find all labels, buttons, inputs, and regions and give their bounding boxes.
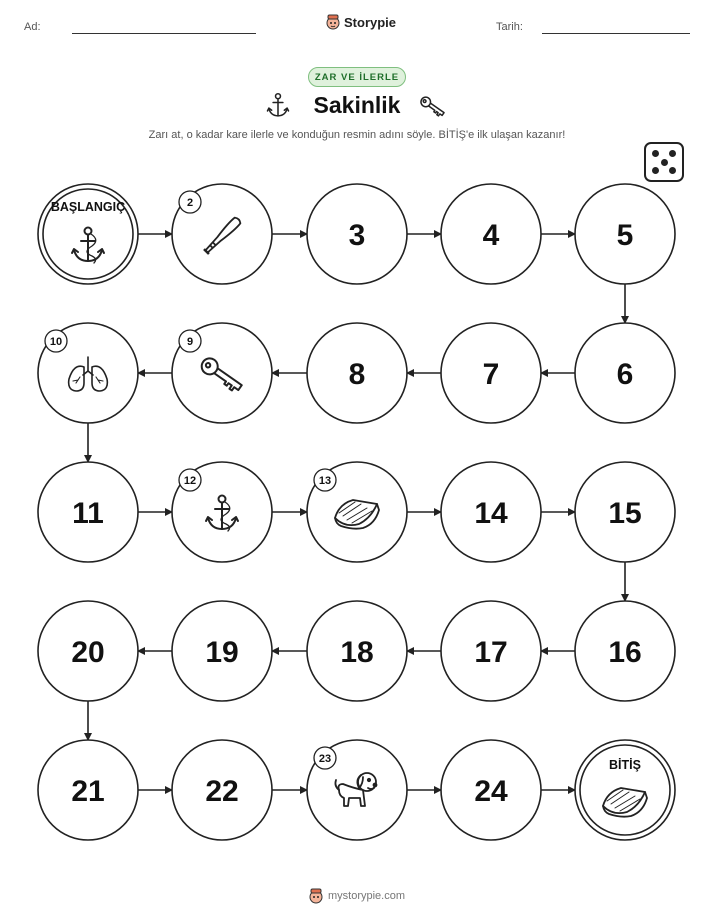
board-space — [172, 740, 272, 840]
board-space — [307, 323, 407, 423]
brand-name: Storypie — [344, 14, 397, 30]
board-space — [575, 601, 675, 701]
board-space — [38, 462, 138, 562]
space-number: 4 — [482, 219, 500, 252]
board-space — [38, 601, 138, 701]
board-space — [172, 184, 272, 284]
space-number: 16 — [608, 636, 642, 669]
page-title: Sakinlik — [313, 92, 401, 118]
space-number: 24 — [474, 775, 508, 808]
space-number: 19 — [205, 636, 239, 669]
space-number: 15 — [608, 497, 642, 530]
svg-text:2: 2 — [186, 197, 194, 209]
space-number-badge — [179, 191, 201, 213]
space-number-badge — [314, 747, 336, 769]
date-label: Tarih: — [496, 21, 523, 33]
board-space — [575, 323, 675, 423]
space-number-badge — [45, 330, 67, 352]
finish-label: BİTİŞ — [609, 758, 641, 772]
space-number: 11 — [72, 497, 104, 530]
start-space — [38, 184, 138, 284]
board-space — [172, 323, 272, 423]
space-number: 22 — [205, 775, 239, 808]
game-type-badge: ZAR VE İLERLE — [308, 67, 406, 87]
svg-text:13: 13 — [318, 475, 332, 487]
space-number: 6 — [616, 358, 634, 391]
board-space — [575, 462, 675, 562]
space-number: 20 — [71, 636, 105, 669]
board-space — [38, 740, 138, 840]
space-number: 3 — [348, 219, 366, 252]
board-space — [38, 323, 138, 423]
finish-space — [575, 740, 675, 840]
svg-text:12: 12 — [183, 475, 197, 487]
board-space — [172, 601, 272, 701]
svg-text:10: 10 — [49, 336, 63, 348]
space-number-badge — [179, 330, 201, 352]
storypie-mascot-icon — [309, 888, 323, 904]
board-space — [441, 740, 541, 840]
space-number: 21 — [71, 775, 105, 808]
board-space — [575, 184, 675, 284]
start-label: BAŞLANGIÇ — [50, 200, 126, 214]
board-space — [441, 184, 541, 284]
board-space — [307, 740, 407, 840]
board-space — [441, 601, 541, 701]
space-number-badge — [179, 469, 201, 491]
footer-url: mystorypie.com — [327, 890, 406, 902]
svg-text:9: 9 — [186, 336, 194, 348]
board-space — [307, 184, 407, 284]
space-number: 18 — [340, 636, 374, 669]
board-space — [441, 323, 541, 423]
name-label: Ad: — [24, 21, 41, 33]
space-number: 7 — [482, 358, 500, 391]
space-number-badge — [314, 469, 336, 491]
board-space — [441, 462, 541, 562]
board-space — [307, 601, 407, 701]
space-number: 14 — [474, 497, 508, 530]
svg-text:23: 23 — [318, 753, 332, 765]
instructions: Zarı at, o kadar kare ilerle ve konduğun resmin adını söyle. BİTİŞ'e ilk ulaşan kazanır! — [148, 129, 566, 141]
space-number: 17 — [474, 636, 508, 669]
footer — [0, 888, 714, 904]
board-space — [307, 462, 407, 562]
space-number: 5 — [616, 219, 634, 252]
board-space — [172, 462, 272, 562]
space-number: 8 — [348, 358, 366, 391]
